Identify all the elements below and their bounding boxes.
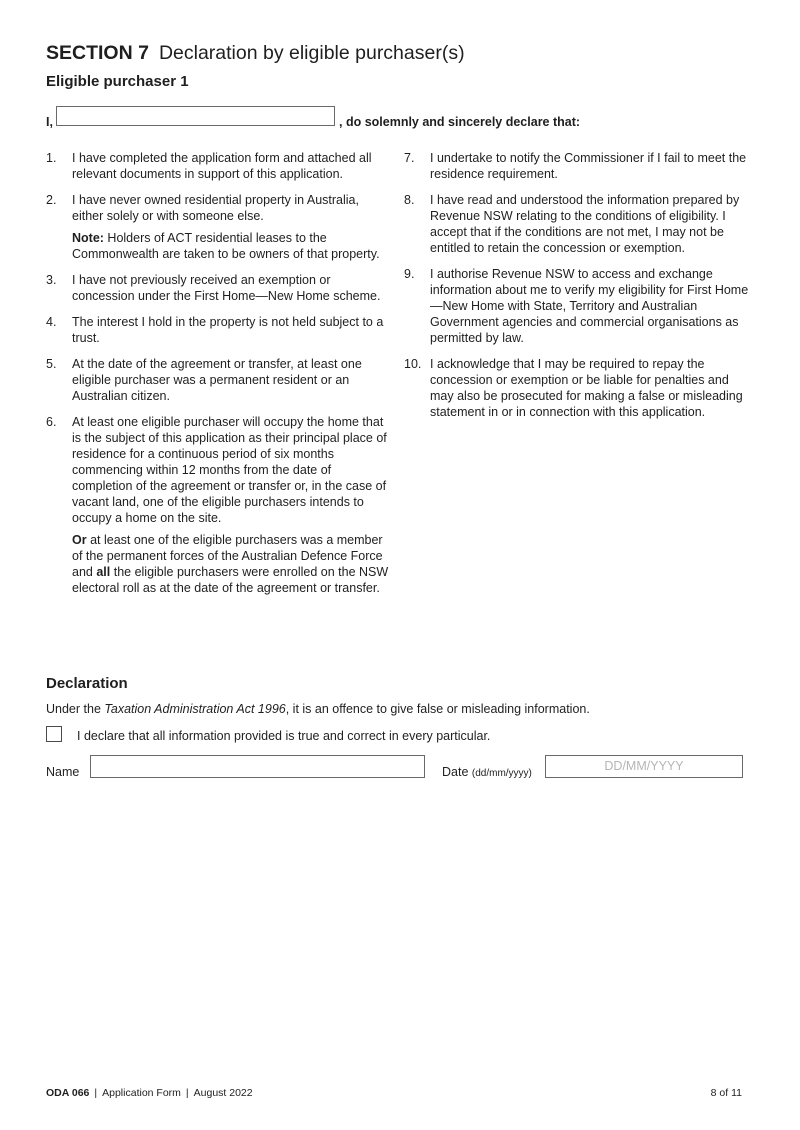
list-item: 6. At least one eligible purchaser will occupy the home that is the subject of this application as their principal place of residence for a continuous period of six months commencing within 12 months from the date of completion of the agreement or transfer or, in the case of vacant land, one of the eligible purchasers intends to occupy a home on the site. Or at least one of the eligible purchasers was a member of the permanent forces of the Australian Defence Force and all the eligible purchasers were enrolled on the NSW electoral roll as at the date of the agreement or transfer. — [46, 414, 391, 596]
list-item: 3. I have not previously received an exemption or concession under the First Home—New Home scheme. — [46, 273, 381, 303]
declaration-list-right — [404, 150, 749, 430]
date-format-hint: (dd/mm/yyyy) — [471, 768, 532, 779]
name-field[interactable] — [90, 755, 425, 778]
declarant-suffix: , do solemnly and sincerely declare that: — [339, 115, 581, 129]
list-item: 5. At the date of the agreement or transfer, at least one eligible purchaser was a permanent resident or an Australian citizen. — [46, 357, 362, 403]
declaration-heading: Declaration — [46, 675, 128, 692]
date-label: Date (dd/mm/yyyy) — [442, 765, 532, 779]
declaration-checkbox[interactable] — [46, 726, 62, 742]
date-field[interactable]: DD/MM/YYYY — [545, 755, 743, 778]
section-heading — [46, 41, 465, 65]
list-item: 9. I authorise Revenue NSW to access and exchange information about me to verify my eligibility for First Home—New Home with State, Territory and Australian Government agencies and commercial organisations as permitted by law. — [404, 267, 749, 345]
declaration-list-left — [46, 150, 391, 606]
declaration-statement — [46, 106, 766, 130]
list-item: 2. I have never owned residential property in Australia, either solely or with someone else. Note: Holders of ACT residential leases to the Commonwealth are taken to be owners of that property. — [46, 192, 391, 262]
form-code: ODA 066 — [46, 1087, 90, 1099]
name-label: Name — [46, 765, 80, 779]
declarant-name-field[interactable] — [56, 106, 335, 126]
list-item: 10. I acknowledge that I may be required to repay the concession or exemption or be liable for penalties and may also be prosecuted for making a false or misleading statement in or in connection with this application. — [404, 357, 743, 419]
act-name: Taxation Administration Act 1996 — [104, 702, 286, 716]
page-number: 8 of 11 — [710, 1087, 742, 1099]
section-title: Declaration by eligible purchaser(s) — [158, 42, 465, 64]
section-number: SECTION 7 — [46, 42, 149, 64]
purchaser-subheading: Eligible purchaser 1 — [46, 73, 189, 90]
note: Note: Holders of ACT residential leases to the Commonwealth are taken to be owners of that property. — [72, 231, 380, 261]
list-item: 8. I have read and understood the information prepared by Revenue NSW relating to the conditions of eligibility. I accept that if the conditions are not met, I may not be entitled to retain the concession or exemption. — [404, 193, 740, 255]
declarant-prefix: I, — [46, 115, 53, 129]
list-item: 4. The interest I hold in the property is not held subject to a trust. — [46, 315, 384, 345]
checkbox-label: I declare that all information provided is true and correct in every particular. — [77, 729, 491, 743]
form-date: August 2022 — [193, 1087, 253, 1099]
or-clause: Or at least one of the eligible purchasers was a member of the permanent forces of the Australian Defence Force and all the eligible purchasers were enrolled on the NSW electoral roll as at the date of the agreement or transfer. — [72, 533, 389, 595]
offence-notice: Under the Taxation Administration Act 1996, it is an offence to give false or misleading information. — [46, 702, 590, 716]
footer-info: ODA 066 | Application Form | August 2022 — [46, 1087, 253, 1099]
list-item: 7. I undertake to notify the Commissioner if I fail to meet the residence requirement. — [404, 151, 747, 181]
form-type: Application Form — [102, 1087, 181, 1099]
list-item: 1. I have completed the application form and attached all relevant documents in support of this application. — [46, 151, 372, 181]
